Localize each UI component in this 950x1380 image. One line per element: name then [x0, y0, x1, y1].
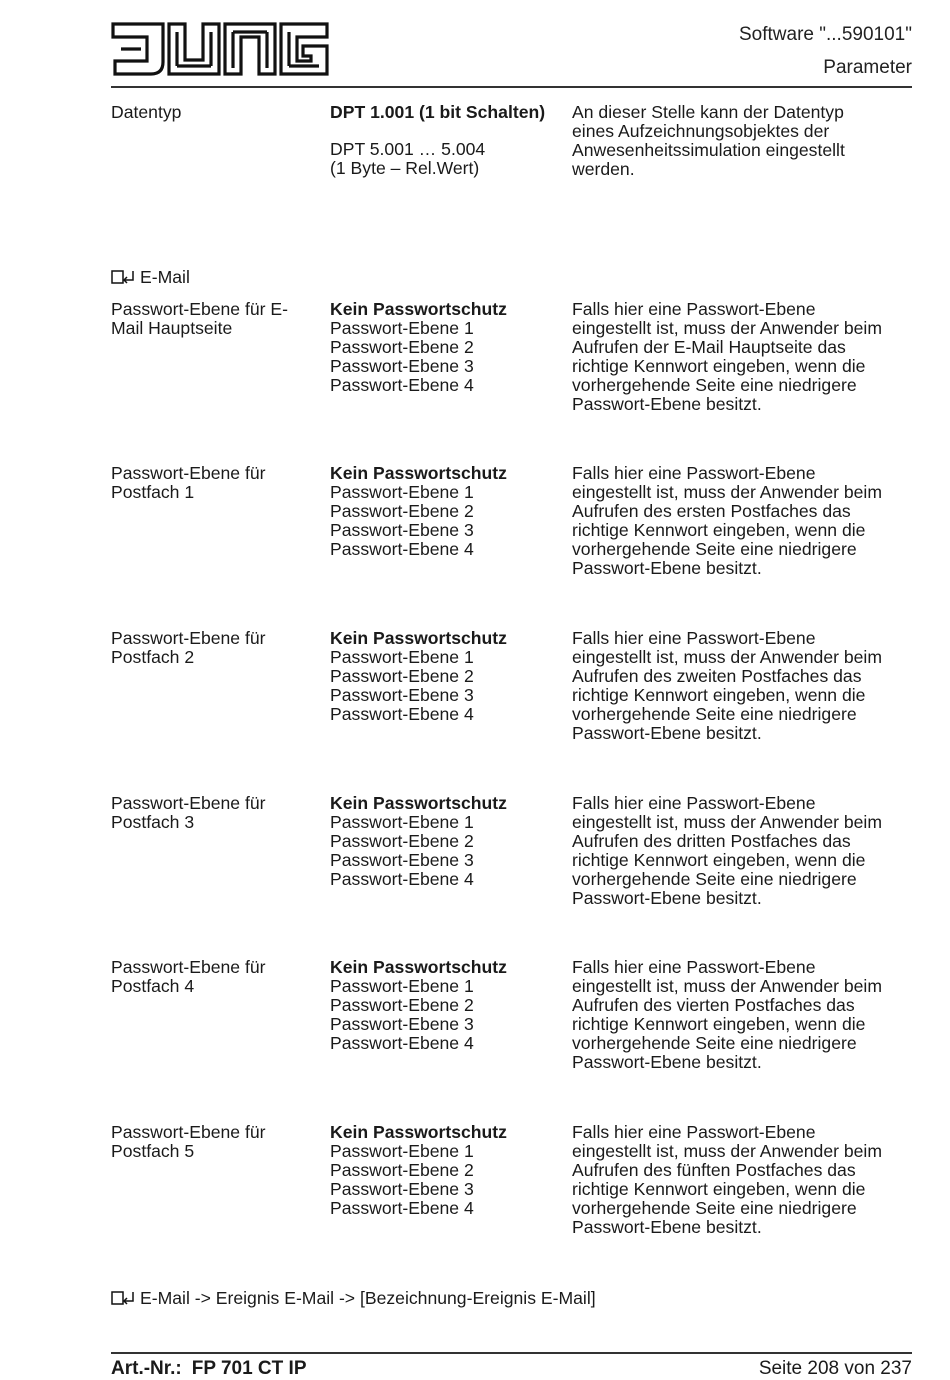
param-description: Falls hier eine Passwort-Ebene eingestellt ist, muss der Anwender beim Aufrufen des vierten Postfaches das richtige Kennwort eingeben, wenn die vorhergehende Seite eine niedrigere Passwort-Ebene besitzt. — [572, 957, 882, 1072]
option-default: Kein Passwortschutz — [330, 463, 507, 483]
option: Passwort-Ebene 3 — [330, 850, 474, 870]
option: Passwort-Ebene 2 — [330, 337, 474, 357]
parameter-page-icon — [111, 269, 135, 286]
option: Passwort-Ebene 1 — [330, 318, 474, 338]
param-label: Passwort-Ebene für Postfach 4 — [111, 957, 266, 996]
option-default: Kein Passwortschutz — [330, 628, 507, 648]
param-label: Passwort-Ebene für Postfach 2 — [111, 628, 266, 667]
option: Passwort-Ebene 1 — [330, 812, 474, 832]
section-heading-email-event: E-Mail -> Ereignis E-Mail -> [Bezeichnung-Ereignis E-Mail] — [111, 1288, 596, 1308]
option: Passwort-Ebene 4 — [330, 1033, 474, 1053]
option-default: DPT 1.001 (1 bit Schalten) — [330, 102, 546, 122]
param-label: Passwort-Ebene für Postfach 1 — [111, 463, 266, 502]
header-rule — [111, 86, 912, 88]
option: Passwort-Ebene 2 — [330, 501, 474, 521]
param-label: Passwort-Ebene für E- Mail Hauptseite — [111, 299, 288, 338]
option-default: Kein Passwortschutz — [330, 793, 507, 813]
param-description: Falls hier eine Passwort-Ebene eingestellt ist, muss der Anwender beim Aufrufen des fünften Postfaches das richtige Kennwort eingeben, wenn die vorhergehende Seite eine niedrigere Passwort-Ebene besitzt. — [572, 1122, 882, 1237]
option: Passwort-Ebene 1 — [330, 482, 474, 502]
option: Passwort-Ebene 4 — [330, 539, 474, 559]
footer-article — [111, 1358, 307, 1380]
param-description: Falls hier eine Passwort-Ebene eingestellt ist, muss der Anwender beim Aufrufen des zweiten Postfaches das richtige Kennwort eingeben, wenn die vorhergehende Seite eine niedrigere Passwort-Ebene besitzt. — [572, 628, 882, 743]
option: Passwort-Ebene 2 — [330, 995, 474, 1015]
param-label: Passwort-Ebene für Postfach 5 — [111, 1122, 266, 1161]
footer-rule — [111, 1352, 912, 1354]
param-description: An dieser Stelle kann der Datentyp eines Aufzeichnungsobjektes der Anwesenheitssimulation eingestellt werden. — [572, 102, 845, 179]
param-options — [330, 300, 570, 395]
article-number: FP 701 CT IP — [191, 1358, 307, 1379]
header-software: Software "...590101" — [739, 24, 912, 45]
section-heading-email: E-Mail — [111, 267, 190, 287]
option: DPT 5.001 … 5.004 — [330, 139, 486, 159]
option-default: Kein Passwortschutz — [330, 299, 507, 319]
param-options — [330, 629, 570, 724]
article-label: Art.-Nr.: — [111, 1358, 182, 1379]
header-section: Parameter — [823, 57, 912, 78]
option: Passwort-Ebene 4 — [330, 704, 474, 724]
param-description: Falls hier eine Passwort-Ebene eingestellt ist, muss der Anwender beim Aufrufen des ersten Postfaches das richtige Kennwort eingeben, wenn die vorhergehende Seite eine niedrigere Passwort-Ebene besitzt. — [572, 463, 882, 578]
option: Passwort-Ebene 1 — [330, 976, 474, 996]
param-description: Falls hier eine Passwort-Ebene eingestellt ist, muss der Anwender beim Aufrufen des dritten Postfaches das richtige Kennwort eingeben, wenn die vorhergehende Seite eine niedrigere Passwort-Ebene besitzt. — [572, 793, 882, 908]
option-default: Kein Passwortschutz — [330, 1122, 507, 1142]
option: Passwort-Ebene 3 — [330, 520, 474, 540]
option: Passwort-Ebene 4 — [330, 1198, 474, 1218]
option: Passwort-Ebene 2 — [330, 666, 474, 686]
option: Passwort-Ebene 3 — [330, 356, 474, 376]
param-options — [330, 794, 570, 889]
parameter-page-icon — [111, 1290, 135, 1307]
option: Passwort-Ebene 2 — [330, 1160, 474, 1180]
param-description: Falls hier eine Passwort-Ebene eingestellt ist, muss der Anwender beim Aufrufen der E-Mail Hauptseite das richtige Kennwort eingeben, wenn die vorhergehende Seite eine niedrigere Passwort-Ebene besitzt. — [572, 299, 882, 414]
param-label: Datentyp — [111, 102, 182, 122]
option: Passwort-Ebene 1 — [330, 647, 474, 667]
jung-logo — [111, 22, 329, 76]
option: (1 Byte – Rel.Wert) — [330, 158, 480, 178]
param-options — [330, 103, 570, 178]
option: Passwort-Ebene 4 — [330, 375, 474, 395]
param-options — [330, 958, 570, 1053]
param-options — [330, 464, 570, 559]
option: Passwort-Ebene 2 — [330, 831, 474, 851]
option-default: Kein Passwortschutz — [330, 957, 507, 977]
param-options — [330, 1123, 570, 1218]
option: Passwort-Ebene 3 — [330, 1014, 474, 1034]
option: Passwort-Ebene 1 — [330, 1141, 474, 1161]
option: Passwort-Ebene 3 — [330, 685, 474, 705]
page-number: Seite 208 von 237 — [758, 1358, 912, 1379]
option: Passwort-Ebene 4 — [330, 869, 474, 889]
option: Passwort-Ebene 3 — [330, 1179, 474, 1199]
param-label: Passwort-Ebene für Postfach 3 — [111, 793, 266, 832]
